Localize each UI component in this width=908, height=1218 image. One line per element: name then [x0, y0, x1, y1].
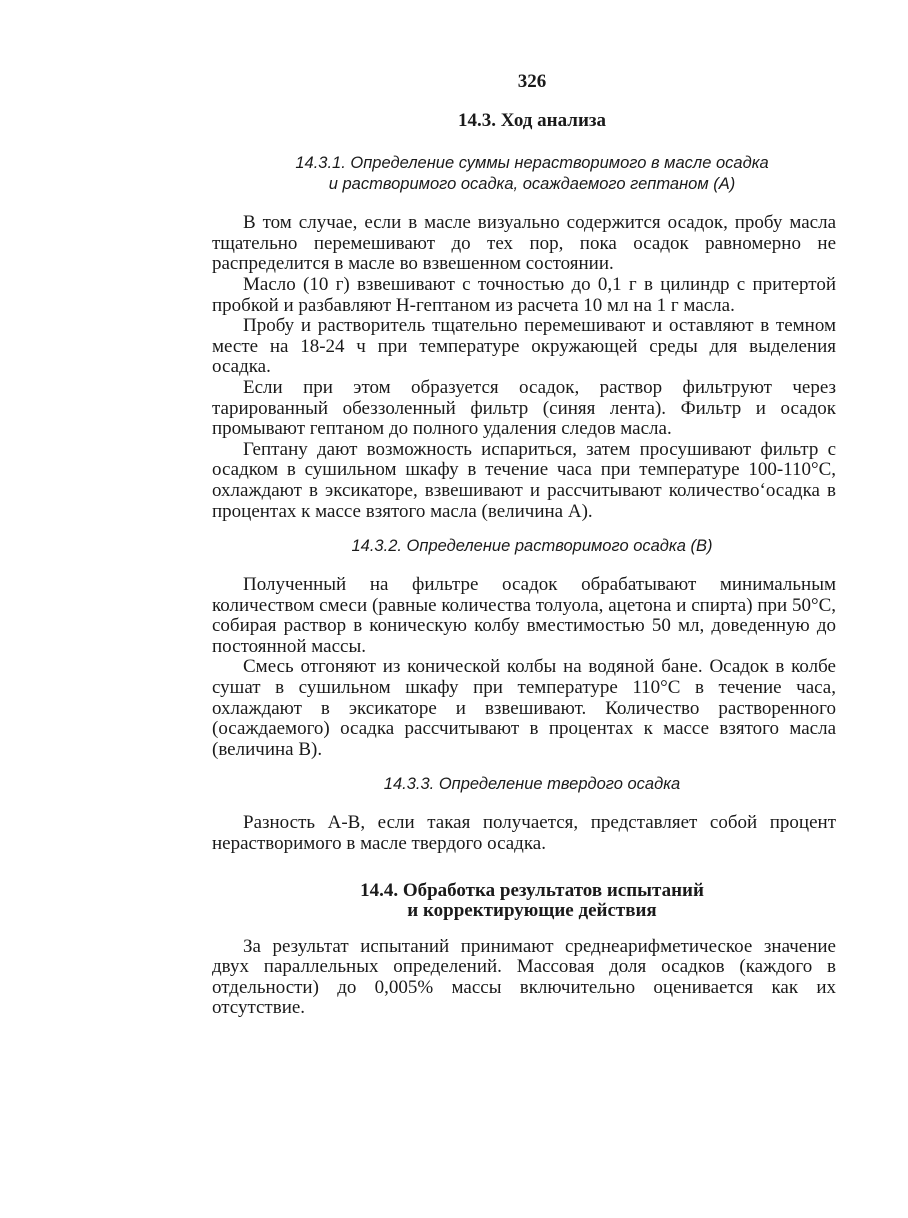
paragraph: Гептану дают возможность испариться, затем просушивают фильтр с осадком в сушильном шкафу в течение часа при температуре 100-110°С, охлаждают в эксикаторе, взвешивают и рассчитывают количество‘осадка в процентах к массе взятого масла (величина А).: [212, 438, 836, 522]
paragraph: Полученный на фильтре осадок обрабатывают минимальным количеством смеси (равные количества толуола, ацетона и спирта) при 50°С, собирая раствор в коническую колбу вместимостью 50 мл, доведенную до постоянной массы.: [212, 574, 836, 657]
subsection-14-3-1-body: [212, 213, 836, 522]
subsection-14-3-3-body: [212, 813, 836, 854]
subsection-14-3-2-body: [212, 575, 836, 760]
page-number: 326: [517, 71, 547, 92]
section-14-3-title: 14.3. Ход анализа: [457, 109, 607, 131]
paragraph: За результат испытаний принимают среднеарифметическое значение двух параллельных определений. Массовая доля осадков (каждого в отдельности) до 0,005% массы включительно оценивается как их отсутствие.: [212, 935, 836, 1019]
subsection-title-line: 14.3.1. Определение суммы нерастворимого в масле осадка: [295, 154, 769, 173]
subsection-14-3-1-title: [212, 153, 836, 195]
paragraph: Разность А-В, если такая получается, представляет собой процент нерастворимого в масле твердого осадка.: [212, 812, 836, 855]
subsection-14-3-3-title: 14.3.3. Определение твердого осадка: [383, 775, 681, 794]
paragraph: Смесь отгоняют из конической колбы на водяной бане. Осадок в колбе сушат в сушильном шкафу при температуре 110°С в течение часа, охлаждают в эксикаторе и взвешивают. Количество растворенного (осаждаемого) осадка рассчитывают в процентах к массе взятого масла (величина В).: [212, 656, 836, 760]
section-14-4-body: [212, 937, 836, 1019]
document-page: [212, 72, 836, 1019]
section-title-line: и корректирующие действия: [407, 899, 657, 921]
subsection-title-line: и растворимого осадка, осаждаемого гептаном (А): [328, 175, 736, 194]
paragraph: Масло (10 г) взвешивают с точностью до 0,1 г в цилиндр с притертой пробкой и разбавляют Н-гептаном из расчета 10 мл на 1 г масла.: [212, 273, 836, 316]
paragraph: Пробу и растворитель тщательно перемешивают и оставляют в темном месте на 18-24 ч при температуре окружающей среды для выделения осадка.: [212, 315, 836, 378]
subsection-14-3-2-title: 14.3.2. Определение растворимого осадка (В): [351, 537, 713, 556]
paragraph: В том случае, если в масле визуально содержится осадок, пробу масла тщательно перемешивают до тех пор, пока осадок равномерно не распределится в масле во взвешенном состоянии.: [212, 212, 836, 275]
section-title-line: 14.4. Обработка результатов испытаний: [360, 879, 704, 901]
section-14-4-title: [212, 881, 836, 921]
paragraph: Если при этом образуется осадок, раствор фильтруют через тарированный обеззоленный фильтр (синяя лента). Фильтр и осадок промывают гептаном до полного удаления следов масла.: [212, 376, 836, 440]
